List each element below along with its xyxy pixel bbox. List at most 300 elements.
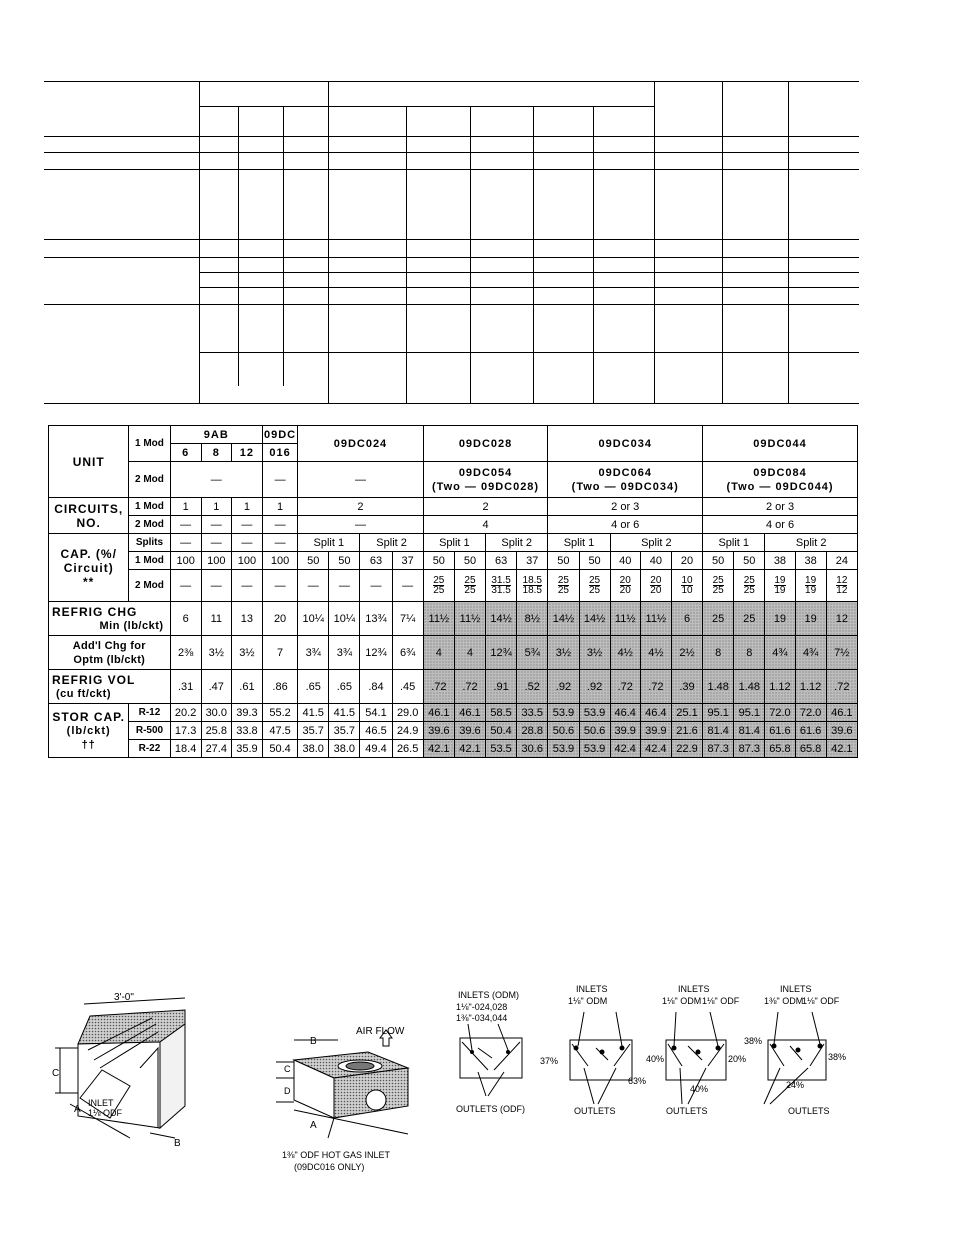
cap_1mod-cell: 40 (640, 552, 671, 570)
cap-2mod-denominator: 19 (774, 585, 786, 596)
circuits-value: — (298, 516, 424, 534)
cap-2mod-numerator: 20 (650, 575, 662, 586)
split-value: Split 2 (610, 534, 702, 552)
stor_r22-cell: 22.9 (671, 740, 702, 758)
figure-coil-unit (40, 988, 200, 1160)
stor_r22-cell: 42.1 (454, 740, 485, 758)
stor_r500-cell: 46.5 (360, 722, 392, 740)
cap-2mod-numerator: 19 (774, 575, 786, 586)
r22-label: R-22 (129, 740, 170, 758)
addl-cell: 4¾ (795, 636, 826, 670)
cap-2mod-numerator: 31.5 (491, 575, 511, 586)
cap-2mod-numerator: 19 (805, 575, 817, 586)
refvol-cell: .39 (671, 670, 702, 704)
refvol-cell: .52 (517, 670, 548, 704)
addl-cell: 4½ (640, 636, 671, 670)
stor_r12-cell: 95.1 (734, 704, 765, 722)
stor_r500-cell: 39.6 (423, 722, 454, 740)
addl-cell: 5¾ (517, 636, 548, 670)
refchg-cell: 13¾ (360, 602, 392, 636)
addl-cell: 4 (454, 636, 485, 670)
splits-row (49, 534, 858, 552)
cap_1mod-cell: 50 (734, 552, 765, 570)
cap_1mod-cell: 50 (703, 552, 734, 570)
figure-piping-38-24-38 (744, 980, 856, 1120)
figure-piping-2-circuit (448, 988, 550, 1120)
circuits-value: 1 (170, 498, 201, 516)
cap-label-2: Circuit) (63, 560, 114, 575)
r12-label: R-12 (129, 704, 170, 722)
fig3-size1: 1⅛"-024,028 (456, 1002, 508, 1012)
stor_r500-cell: 61.6 (765, 722, 795, 740)
split-value: Split 1 (423, 534, 485, 552)
stor_r500-cell: 50.4 (486, 722, 517, 740)
stor_r500-cell: 24.9 (392, 722, 423, 740)
stor_r22-cell: 65.8 (795, 740, 826, 758)
group-9ab: 9AB (170, 426, 262, 444)
cap-2mod-denominator: 20 (650, 585, 662, 596)
refchg-cell: 14½ (579, 602, 610, 636)
cap-label-1: CAP. (%/ (60, 546, 117, 561)
circuits-value: 2 or 3 (548, 498, 703, 516)
fig4-inlets: INLETS (678, 984, 710, 994)
fig1-a: A (74, 1104, 81, 1115)
cap2-dash: — (201, 570, 231, 602)
stor_r12-cell: 41.5 (329, 704, 360, 722)
cap-2mod-denominator: 25 (743, 585, 755, 596)
fig5-odm: 1⅜" ODM (764, 996, 804, 1006)
split-value: Split 1 (298, 534, 360, 552)
fig4-outlets: OUTLETS (666, 1106, 708, 1116)
mod1-label: 1 Mod (129, 498, 170, 516)
refchg-cell: 7¼ (392, 602, 423, 636)
fig2-c: C (284, 1064, 291, 1074)
dc016-2mod-dash: — (262, 462, 297, 498)
cap_1mod-cell: 40 (610, 552, 640, 570)
fig2-hotgas-2: (09DC016 ONLY) (294, 1162, 365, 1172)
refchg-cell: 19 (795, 602, 826, 636)
addl-label-1: Add'l Chg for (72, 639, 146, 652)
stor_r12-cell: 46.1 (826, 704, 857, 722)
cap-2mod-denominator: 25 (589, 585, 601, 596)
stor_r500-cell: 28.8 (517, 722, 548, 740)
group-09dc028: 09DC028 (423, 426, 548, 462)
refchg-cell: 14½ (486, 602, 517, 636)
cap2-dash: — (329, 570, 360, 602)
cap-2mod-cell (640, 570, 671, 602)
refvol-cell: .31 (170, 670, 201, 704)
refchg-cell: 6 (170, 602, 201, 636)
ab-size-6: 6 (170, 444, 201, 462)
cap2-dash: — (298, 570, 329, 602)
stor_r22-cell: 38.0 (298, 740, 329, 758)
header-row-3 (49, 462, 858, 498)
circuits-value: — (170, 516, 201, 534)
circuits-value: 1 (262, 498, 297, 516)
addl-cell: 3¾ (298, 636, 329, 670)
refvol-cell: .65 (298, 670, 329, 704)
group-09dc044: 09DC044 (703, 426, 858, 462)
refchg-cell: 11 (201, 602, 231, 636)
stor_r22-cell: 53.9 (579, 740, 610, 758)
circuits-value: 2 (423, 498, 548, 516)
refvol-cell: .72 (610, 670, 640, 704)
cap_1mod-cell: 50 (298, 552, 329, 570)
cap_1mod-cell: 50 (454, 552, 485, 570)
addl-cell: 7½ (826, 636, 857, 670)
cap_1mod-cell: 100 (262, 552, 297, 570)
addl-row (49, 636, 858, 670)
group-09dc054 (423, 462, 548, 498)
circuits-value: 1 (231, 498, 262, 516)
cap-2mod-cell (734, 570, 765, 602)
stor_r12-cell: 55.2 (262, 704, 297, 722)
cap-2mod-row (49, 570, 858, 602)
header-row-1 (49, 426, 858, 444)
cap-2mod-numerator: 10 (681, 575, 693, 586)
stor_r12-cell: 46.1 (423, 704, 454, 722)
refchg-cell: 10¼ (329, 602, 360, 636)
splits-label: Splits (129, 534, 170, 552)
mod2-label: 2 Mod (129, 516, 170, 534)
addl-cell: 8 (703, 636, 734, 670)
split-value: — (170, 534, 201, 552)
capacity-label (49, 534, 129, 602)
stor_r22-cell: 42.1 (826, 740, 857, 758)
refchg-cell: 6 (671, 602, 702, 636)
split-value: — (231, 534, 262, 552)
fig1-b: B (174, 1138, 181, 1149)
cap_1mod-cell: 50 (423, 552, 454, 570)
stor_r22-cell: 26.5 (392, 740, 423, 758)
stor_r12-cell: 72.0 (795, 704, 826, 722)
fig5-pct-38b: 38% (828, 1052, 847, 1062)
stor_r500-cell: 35.7 (298, 722, 329, 740)
split-value: Split 2 (765, 534, 858, 552)
stor_r22-cell: 87.3 (703, 740, 734, 758)
stor_r22-cell: 35.9 (231, 740, 262, 758)
stor-label (49, 704, 129, 758)
addl-label (49, 636, 171, 670)
mod1-label: 1 Mod (129, 426, 170, 462)
refchg-label (49, 602, 171, 636)
circuits-label (49, 498, 129, 534)
cap-2mod-cell (517, 570, 548, 602)
stor_r22-cell: 53.5 (486, 740, 517, 758)
cap-2mod-numerator: 25 (557, 575, 569, 586)
refchg-cell: 11½ (454, 602, 485, 636)
ab-2mod-dash: — (170, 462, 262, 498)
mod1-label: 1 Mod (129, 552, 170, 570)
refchg-cell: 14½ (548, 602, 579, 636)
figure-condensing-unit (268, 1010, 420, 1180)
cap_1mod-cell: 20 (671, 552, 702, 570)
cap-2mod-denominator: 25 (557, 585, 569, 596)
fig1-inlet-size: 1⅛ ODF (88, 1108, 123, 1118)
refvol-cell: .61 (231, 670, 262, 704)
stor_r500-cell: 39.9 (610, 722, 640, 740)
refchg-cell: 8½ (517, 602, 548, 636)
fig2-airflow: AIR FLOW (356, 1026, 405, 1037)
stor-r500-row (49, 722, 858, 740)
circuits-label-2: NO. (76, 515, 101, 530)
refchg-label-1: REFRIG CHG (52, 604, 138, 619)
fig4-inlets-a: INLETS (576, 984, 608, 994)
stor_r12-cell: 46.1 (454, 704, 485, 722)
refchg-cell: 11½ (423, 602, 454, 636)
circuits-value: 4 or 6 (548, 516, 703, 534)
fig1-inlet: INLET (88, 1098, 114, 1108)
group-09dc084 (703, 462, 858, 498)
cap2-dash: — (231, 570, 262, 602)
refchg-label-2: Min (lb/ckt) (99, 619, 164, 632)
cap_1mod-cell: 50 (579, 552, 610, 570)
fig1-width: 3'-0" (114, 992, 134, 1003)
circuits-value: — (231, 516, 262, 534)
cap2-dash: — (262, 570, 297, 602)
refvol-row (49, 670, 858, 704)
cap-2mod-cell (671, 570, 702, 602)
stor_r12-cell: 33.5 (517, 704, 548, 722)
stor_r22-cell: 38.0 (329, 740, 360, 758)
cap-2mod-denominator: 19 (805, 585, 817, 596)
refchg-cell: 25 (703, 602, 734, 636)
circuits-value: 2 or 3 (703, 498, 858, 516)
split-value: Split 2 (360, 534, 423, 552)
cap-2mod-denominator: 25 (433, 585, 445, 596)
cap2-dash: — (170, 570, 201, 602)
cap2-dash: — (360, 570, 392, 602)
dc084-name: 09DC084 (753, 466, 807, 479)
stor_r22-cell: 30.6 (517, 740, 548, 758)
refchg-cell: 13 (231, 602, 262, 636)
stor_r22-cell: 27.4 (201, 740, 231, 758)
stor_r22-cell: 49.4 (360, 740, 392, 758)
cap-2mod-cell (703, 570, 734, 602)
stor_r12-cell: 72.0 (765, 704, 795, 722)
addl-cell: 3½ (579, 636, 610, 670)
refchg-cell: 20 (262, 602, 297, 636)
stor_r12-cell: 30.0 (201, 704, 231, 722)
split-value: Split 2 (486, 534, 548, 552)
stor_r22-cell: 42.4 (640, 740, 671, 758)
refvol-cell: 1.12 (795, 670, 826, 704)
dc054-note: (Two — 09DC028) (432, 480, 540, 493)
group-09dc064 (548, 462, 703, 498)
split-value: Split 1 (548, 534, 610, 552)
cap_1mod-cell: 100 (170, 552, 201, 570)
circuits-value: 4 (423, 516, 548, 534)
refvol-cell: .47 (201, 670, 231, 704)
refchg-cell: 11½ (610, 602, 640, 636)
cap_1mod-cell: 100 (231, 552, 262, 570)
stor_r500-cell: 35.7 (329, 722, 360, 740)
refvol-label-1: REFRIG VOL (52, 672, 136, 687)
dc054-name: 09DC054 (458, 466, 513, 479)
fig1-c: C (52, 1068, 60, 1079)
cap-2mod-numerator: 20 (619, 575, 631, 586)
mod2-label: 2 Mod (129, 570, 170, 602)
addl-cell: 2½ (671, 636, 702, 670)
cap_1mod-cell: 24 (826, 552, 857, 570)
cap_1mod-cell: 50 (548, 552, 579, 570)
cap-2mod-denominator: 20 (619, 585, 631, 596)
figure-piping-40-20-40 (646, 980, 752, 1120)
fig3-pct-63: 63% (628, 1076, 647, 1086)
stor_r22-cell: 50.4 (262, 740, 297, 758)
cap_1mod-cell: 37 (392, 552, 423, 570)
stor_r12-cell: 39.3 (231, 704, 262, 722)
stor_r22-cell: 87.3 (734, 740, 765, 758)
cap-2mod-denominator: 25 (712, 585, 724, 596)
cap_1mod-cell: 63 (486, 552, 517, 570)
stor_r500-cell: 17.3 (170, 722, 201, 740)
fig2-b: B (310, 1036, 317, 1047)
cap-2mod-cell (423, 570, 454, 602)
addl-cell: 7 (262, 636, 297, 670)
addl-cell: 12¾ (486, 636, 517, 670)
refchg-cell: 19 (765, 602, 795, 636)
group-09dc016-a: 09DC (262, 426, 297, 444)
stor-label-3: †† (81, 738, 96, 751)
refvol-cell: .91 (486, 670, 517, 704)
stor_r12-cell: 53.9 (548, 704, 579, 722)
fig3-size2: 1⅜"-034,044 (456, 1013, 508, 1023)
stor_r500-cell: 50.6 (579, 722, 610, 740)
dc084-note: (Two — 09DC044) (726, 480, 834, 493)
stor_r12-cell: 46.4 (640, 704, 671, 722)
cap-2mod-numerator: 12 (836, 575, 848, 586)
group-09dc016-b: 016 (262, 444, 297, 462)
addl-cell: 8 (734, 636, 765, 670)
stor_r22-cell: 65.8 (765, 740, 795, 758)
cap-2mod-denominator: 25 (464, 585, 476, 596)
cap-2mod-denominator: 10 (681, 585, 693, 596)
fig4-odm: 1⅛" ODM (662, 996, 702, 1006)
addl-cell: 3½ (231, 636, 262, 670)
refvol-cell: .92 (548, 670, 579, 704)
cap-1mod-row (49, 552, 858, 570)
stor-label-2: (lb/ckt) (66, 724, 111, 737)
stor_r12-cell: 58.5 (486, 704, 517, 722)
cap-2mod-cell (486, 570, 517, 602)
fig5-pct-24: 24% (786, 1080, 805, 1090)
stor_r500-cell: 61.6 (795, 722, 826, 740)
circuits-label-1: CIRCUITS, (54, 501, 124, 516)
cap-2mod-cell (610, 570, 640, 602)
cap-2mod-numerator: 25 (464, 575, 476, 586)
refvol-cell: 1.48 (703, 670, 734, 704)
fig5-outlets: OUTLETS (788, 1106, 830, 1116)
refvol-cell: .72 (826, 670, 857, 704)
addl-label-2: Optm (lb/ckt) (73, 653, 146, 666)
addl-cell: 4¾ (765, 636, 795, 670)
cap-2mod-denominator: 31.5 (491, 585, 511, 596)
fig3-pct-37: 37% (540, 1056, 559, 1066)
cap_1mod-cell: 38 (795, 552, 826, 570)
stor_r12-cell: 20.2 (170, 704, 201, 722)
stor_r12-cell: 95.1 (703, 704, 734, 722)
stor_r12-cell: 53.9 (579, 704, 610, 722)
split-value: — (262, 534, 297, 552)
ab-size-12: 12 (231, 444, 262, 462)
cap_1mod-cell: 50 (329, 552, 360, 570)
refvol-cell: .92 (579, 670, 610, 704)
circuits-value: 1 (201, 498, 231, 516)
figure-piping-3-circuit (538, 980, 660, 1120)
circuits-row-2 (49, 516, 858, 534)
stor_r500-cell: 39.6 (454, 722, 485, 740)
refchg-cell: 25 (734, 602, 765, 636)
refchg-cell: 11½ (640, 602, 671, 636)
stor_r12-cell: 54.1 (360, 704, 392, 722)
stor_r500-cell: 81.4 (734, 722, 765, 740)
dc064-note: (Two — 09DC034) (571, 480, 679, 493)
cap_1mod-cell: 100 (201, 552, 231, 570)
fig3-inlets: INLETS (ODM) (458, 990, 520, 1000)
circuits-value: 2 (298, 498, 424, 516)
dc064-name: 09DC064 (598, 466, 652, 479)
fig2-hotgas-1: 1⅜" ODF HOT GAS INLET (282, 1150, 391, 1160)
cap-label-3: ** (83, 574, 95, 589)
cap_1mod-cell: 63 (360, 552, 392, 570)
stor_r22-cell: 18.4 (170, 740, 201, 758)
cap-2mod-numerator: 25 (433, 575, 445, 586)
refrigerant-spec-table (48, 425, 858, 758)
refvol-label-2: (cu ft/ckt) (56, 687, 111, 700)
cap-2mod-cell (548, 570, 579, 602)
split-value: Split 1 (703, 534, 765, 552)
addl-cell: 12¾ (360, 636, 392, 670)
stor_r500-cell: 21.6 (671, 722, 702, 740)
refvol-cell: .72 (640, 670, 671, 704)
cap-2mod-cell (765, 570, 795, 602)
dc024-2mod-dash: — (298, 462, 424, 498)
addl-cell: 2⅜ (170, 636, 201, 670)
group-09dc024: 09DC024 (298, 426, 424, 462)
refvol-cell: .45 (392, 670, 423, 704)
cap-2mod-cell (826, 570, 857, 602)
cap-2mod-numerator: 18.5 (522, 575, 542, 586)
cap-2mod-denominator: 12 (836, 585, 848, 596)
stor_r500-cell: 47.5 (262, 722, 297, 740)
split-value: — (201, 534, 231, 552)
fig5-inlets: INLETS (780, 984, 812, 994)
fig4-odf: 1⅛" ODF (702, 996, 740, 1006)
cap-2mod-cell (454, 570, 485, 602)
refchg-cell: 12 (826, 602, 857, 636)
refvol-cell: 1.48 (734, 670, 765, 704)
fig3-outlets: OUTLETS (ODF) (456, 1104, 525, 1114)
mod2-label: 2 Mod (129, 462, 170, 498)
ab-size-8: 8 (201, 444, 231, 462)
refvol-cell: .65 (329, 670, 360, 704)
circuits-value: — (201, 516, 231, 534)
refvol-cell: .86 (262, 670, 297, 704)
cap-2mod-cell (795, 570, 826, 602)
stor-label-1: STOR CAP. (52, 709, 125, 724)
fig4-pct-40a: 40% (646, 1054, 665, 1064)
refvol-cell: .84 (360, 670, 392, 704)
unit-label: UNIT (49, 426, 129, 498)
stor_r500-cell: 33.8 (231, 722, 262, 740)
fig5-odf: 1⅛" ODF (802, 996, 840, 1006)
addl-cell: 3½ (548, 636, 579, 670)
stor_r500-cell: 50.6 (548, 722, 579, 740)
cap2-dash: — (392, 570, 423, 602)
empty-form-grid (44, 81, 859, 404)
circuits-row-1 (49, 498, 858, 516)
